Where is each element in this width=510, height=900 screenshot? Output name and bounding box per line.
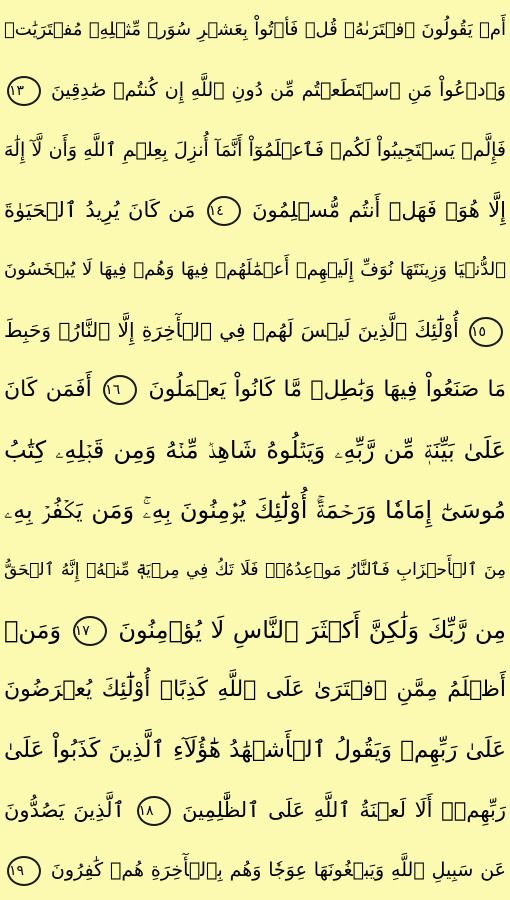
verse-line-1: [4, 0, 506, 60]
verse-text: عَلَىٰ رَبِّهِمۡ وَيَقُولُ ٱلۡأَشۡهَٰدُ هَٰٓؤُلَآءِ ٱلَّذِينَ كَذَبُواْ عَلَىٰ: [4, 737, 506, 763]
verse-line-12: [4, 660, 506, 720]
verse-text: مِنَ ٱلۡأَحۡزَابِ فَٱلنَّارُ مَوۡعِدُهُۥۚ فَلَا تَكُ فِي مِرۡيَةٖ مِّنۡهُۚ إِنَّهُ ٱلۡحَقُّ: [4, 560, 506, 580]
ayah-number-marker: ١٥: [469, 317, 503, 347]
verse-text-continued: أُوْلَٰٓئِكَ ٱلَّذِينَ لَيۡسَ لَهُمۡ فِي ٱلۡأٓخِرَةِ إِلَّا ٱلنَّارُۖ وَحَبِطَ: [4, 318, 459, 342]
verse-text-continued: مَن كَانَ يُرِيدُ ٱلۡحَيَوٰةَ: [4, 198, 196, 222]
verse-text: أَظۡلَمُ مِمَّنِ ٱفۡتَرَىٰ عَلَى ٱللَّهِ كَذِبًاۚ أُوْلَٰٓئِكَ يُعۡرَضُونَ: [4, 677, 506, 702]
ayah-number-marker: ١٧: [73, 616, 107, 646]
ayah-number-marker: ١٨: [137, 796, 171, 826]
verse-line-2: [4, 60, 506, 120]
verse-line-10: [4, 540, 506, 600]
verse-line-14: [4, 780, 506, 840]
verse-text-continued: وَمَنۡ: [4, 616, 62, 644]
verse-text: فَإِلَّمۡ يَسۡتَجِيبُواْ لَكُمۡ فَٱعۡلَمُوٓاْ أَنَّمَآ أُنزِلَ بِعِلۡمِ ٱللَّهِ وَأَن لَّآ إِلَٰهَ: [4, 139, 506, 161]
verse-text: إِلَّا هُوَۖ فَهَلۡ أَنتُم مُّسۡلِمُونَ: [252, 198, 506, 222]
verse-text: عَن سَبِيلِ ٱللَّهِ وَيَبۡغُونَهَا عِوَجٗا وَهُم بِٱلۡأٓخِرَةِ هُمۡ كَٰفِرُونَ: [50, 859, 506, 881]
ayah-number-marker: ١٣: [7, 76, 41, 106]
verse-line-15: [4, 840, 506, 900]
verse-line-8: [4, 420, 506, 480]
verse-text: أَمۡ يَقُولُونَ ٱفۡتَرَىٰهُۖ قُلۡ فَأۡتُواْ بِعَشۡرِ سُوَرٖ مِّثۡلِهِۦ مُفۡتَرَيَٰتٖ: [4, 19, 506, 40]
verse-text: مُوسَىٰٓ إِمَامٗا وَرَحۡمَةًۚ أُوْلَٰٓئِكَ يُؤۡمِنُونَ بِهِۦۚ وَمَن يَكۡفُرۡ بِهِۦ: [4, 496, 506, 524]
verse-line-11: [4, 600, 506, 660]
verse-line-3: [4, 120, 506, 180]
verse-text: وَٱدۡعُواْ مَنِ ٱسۡتَطَعۡتُم مِّن دُونِ ٱللَّهِ إِن كُنتُمۡ صَٰدِقِينَ: [50, 79, 506, 101]
verse-line-6: [4, 300, 506, 360]
verse-text: رَبِّهِمۡۚ أَلَا لَعۡنَةُ ٱللَّهِ عَلَى ٱلظَّٰلِمِينَ: [182, 798, 506, 822]
verse-line-5: [4, 240, 506, 300]
verse-line-4: [4, 180, 506, 240]
verse-text: مِن رَّبِّكَ وَلَٰكِنَّ أَكۡثَرَ ٱلنَّاسِ لَا يُؤۡمِنُونَ: [118, 616, 506, 644]
verse-line-9: [4, 480, 506, 540]
verse-line-13: [4, 720, 506, 780]
verse-text: عَلَىٰ بَيِّنَةٖ مِّن رَّبِّهِۦ وَيَتۡلُوهُ شَاهِدٞ مِّنۡهُ وَمِن قَبۡلِهِۦ كِتَٰبُ: [4, 436, 506, 464]
verse-text-continued: أَفَمَن كَانَ: [4, 377, 92, 402]
verse-text-continued: ٱلَّذِينَ يَصُدُّونَ: [4, 798, 125, 822]
ayah-number-marker: ١٦: [103, 375, 137, 405]
verse-text: مَا صَنَعُواْ فِيهَا وَبَٰطِلٞ مَّا كَانُواْ يَعۡمَلُونَ: [148, 377, 506, 402]
ayah-number-marker: ١٩: [7, 856, 41, 886]
verse-text: ٱلدُّنۡيَا وَزِينَتَهَا نُوَفِّ إِلَيۡهِمۡ أَعۡمَٰلَهُمۡ فِيهَا وَهُمۡ فِيهَا لَا يُبۡخَسُونَ: [4, 259, 506, 280]
verse-line-7: [4, 360, 506, 420]
ayah-number-marker: ١٤: [207, 196, 241, 226]
